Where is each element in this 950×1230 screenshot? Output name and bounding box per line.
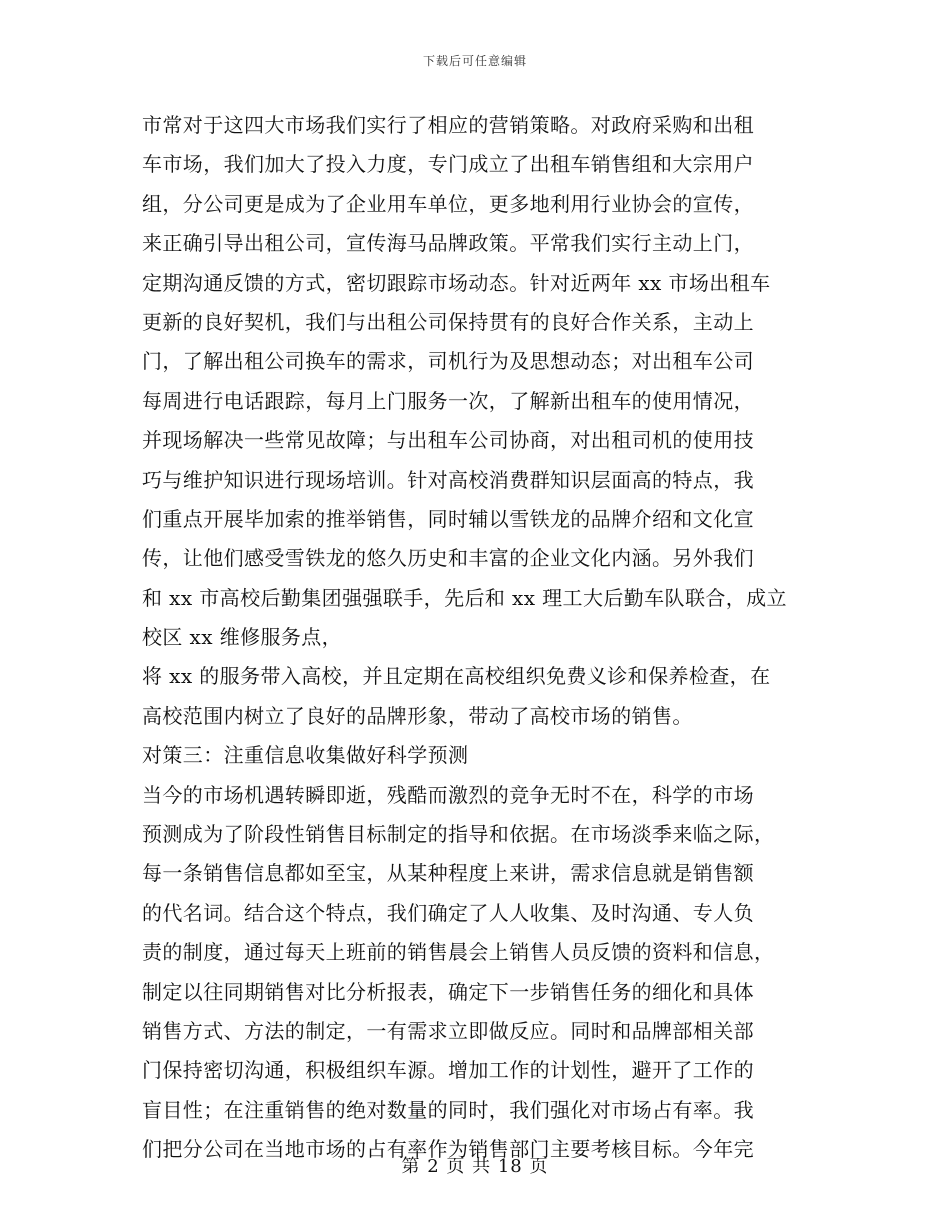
text-line: 组，分公司更是成为了企业用车单位，更多地利用行业协会的宣传， [142,191,754,216]
text-line: 门保持密切沟通，积极组织车源。增加工作的计划性，避开了工作的 [142,1058,754,1083]
text-line: 将 xx 的服务带入高校，并且定期在高校组织免费义诊和保养检查，在 [142,664,771,689]
text-line: 传，让他们感受雪铁龙的悠久历史和丰富的企业文化内涵。另外我们 [142,546,754,571]
text-line: 高校范围内树立了良好的品牌形象，带动了高校市场的销售。 [142,703,693,728]
text-line: 当今的市场机遇转瞬即逝，残酷而激烈的竞争无时不在，科学的市场 [142,782,754,807]
text-line: 校区 xx 维修服务点， [142,625,343,650]
text-line: 并现场解决一些常见故障；与出租车公司协商，对出租司机的使用技 [142,428,754,453]
text-line: 定期沟通反馈的方式，密切跟踪市场动态。针对近两年 xx 市场出租车 [142,270,771,295]
text-line: 来正确引导出租公司，宣传海马品牌政策。平常我们实行主动上门， [142,231,754,256]
text-line: 的代名词。结合这个特点，我们确定了人人收集、及时沟通、专人负 [142,900,754,925]
text-line: 车市场，我们加大了投入力度，专门成立了出租车销售组和大宗用户 [142,152,754,177]
text-line: 销售方式、方法的制定，一有需求立即做反应。同时和品牌部相关部 [142,1018,754,1043]
text-line: 更新的良好契机，我们与出租公司保持贯有的良好合作关系，主动上 [142,309,754,334]
section-heading: 对策三：注重信息收集做好科学预测 [142,743,469,768]
text-line: 巧与维护知识进行现场培训。针对高校消费群知识层面高的特点，我 [142,467,754,492]
text-line: 盲目性；在注重销售的绝对数量的同时，我们强化对市场占有率。我 [142,1097,754,1122]
document-body [142,106,812,1170]
text-line: 每一条销售信息都如至宝，从某种程度上来讲，需求信息就是销售额 [142,861,754,886]
page-number-footer: 第 2 页 共 18 页 [401,1156,549,1177]
text-line: 制定以往同期销售对比分析报表，确定下一步销售任务的细化和具体 [142,979,754,1004]
text-line: 们重点开展毕加索的推举销售，同时辅以雪铁龙的品牌介绍和文化宣 [142,506,754,531]
text-line: 和 xx 市高校后勤集团强强联手，先后和 xx 理工大后勤车队联合，成立 [142,585,787,610]
text-line: 市常对于这四大市场我们实行了相应的营销策略。对政府采购和出租 [142,113,754,137]
text-line: 门，了解出租公司换车的需求，司机行为及思想动态；对出租车公司 [142,349,754,374]
text-line: 每周进行电话跟踪，每月上门服务一次，了解新出租车的使用情况， [142,388,754,413]
text-line: 们把分公司在当地市场的占有率作为销售部门主要考核目标。今年完 [142,1137,754,1162]
text-line: 责的制度，通过每天上班前的销售晨会上销售人员反馈的资料和信息， [142,940,775,965]
text-line: 预测成为了阶段性销售目标制定的指导和依据。在市场淡季来临之际， [142,822,775,847]
page-header: 下载后可任意编辑 [422,54,527,68]
